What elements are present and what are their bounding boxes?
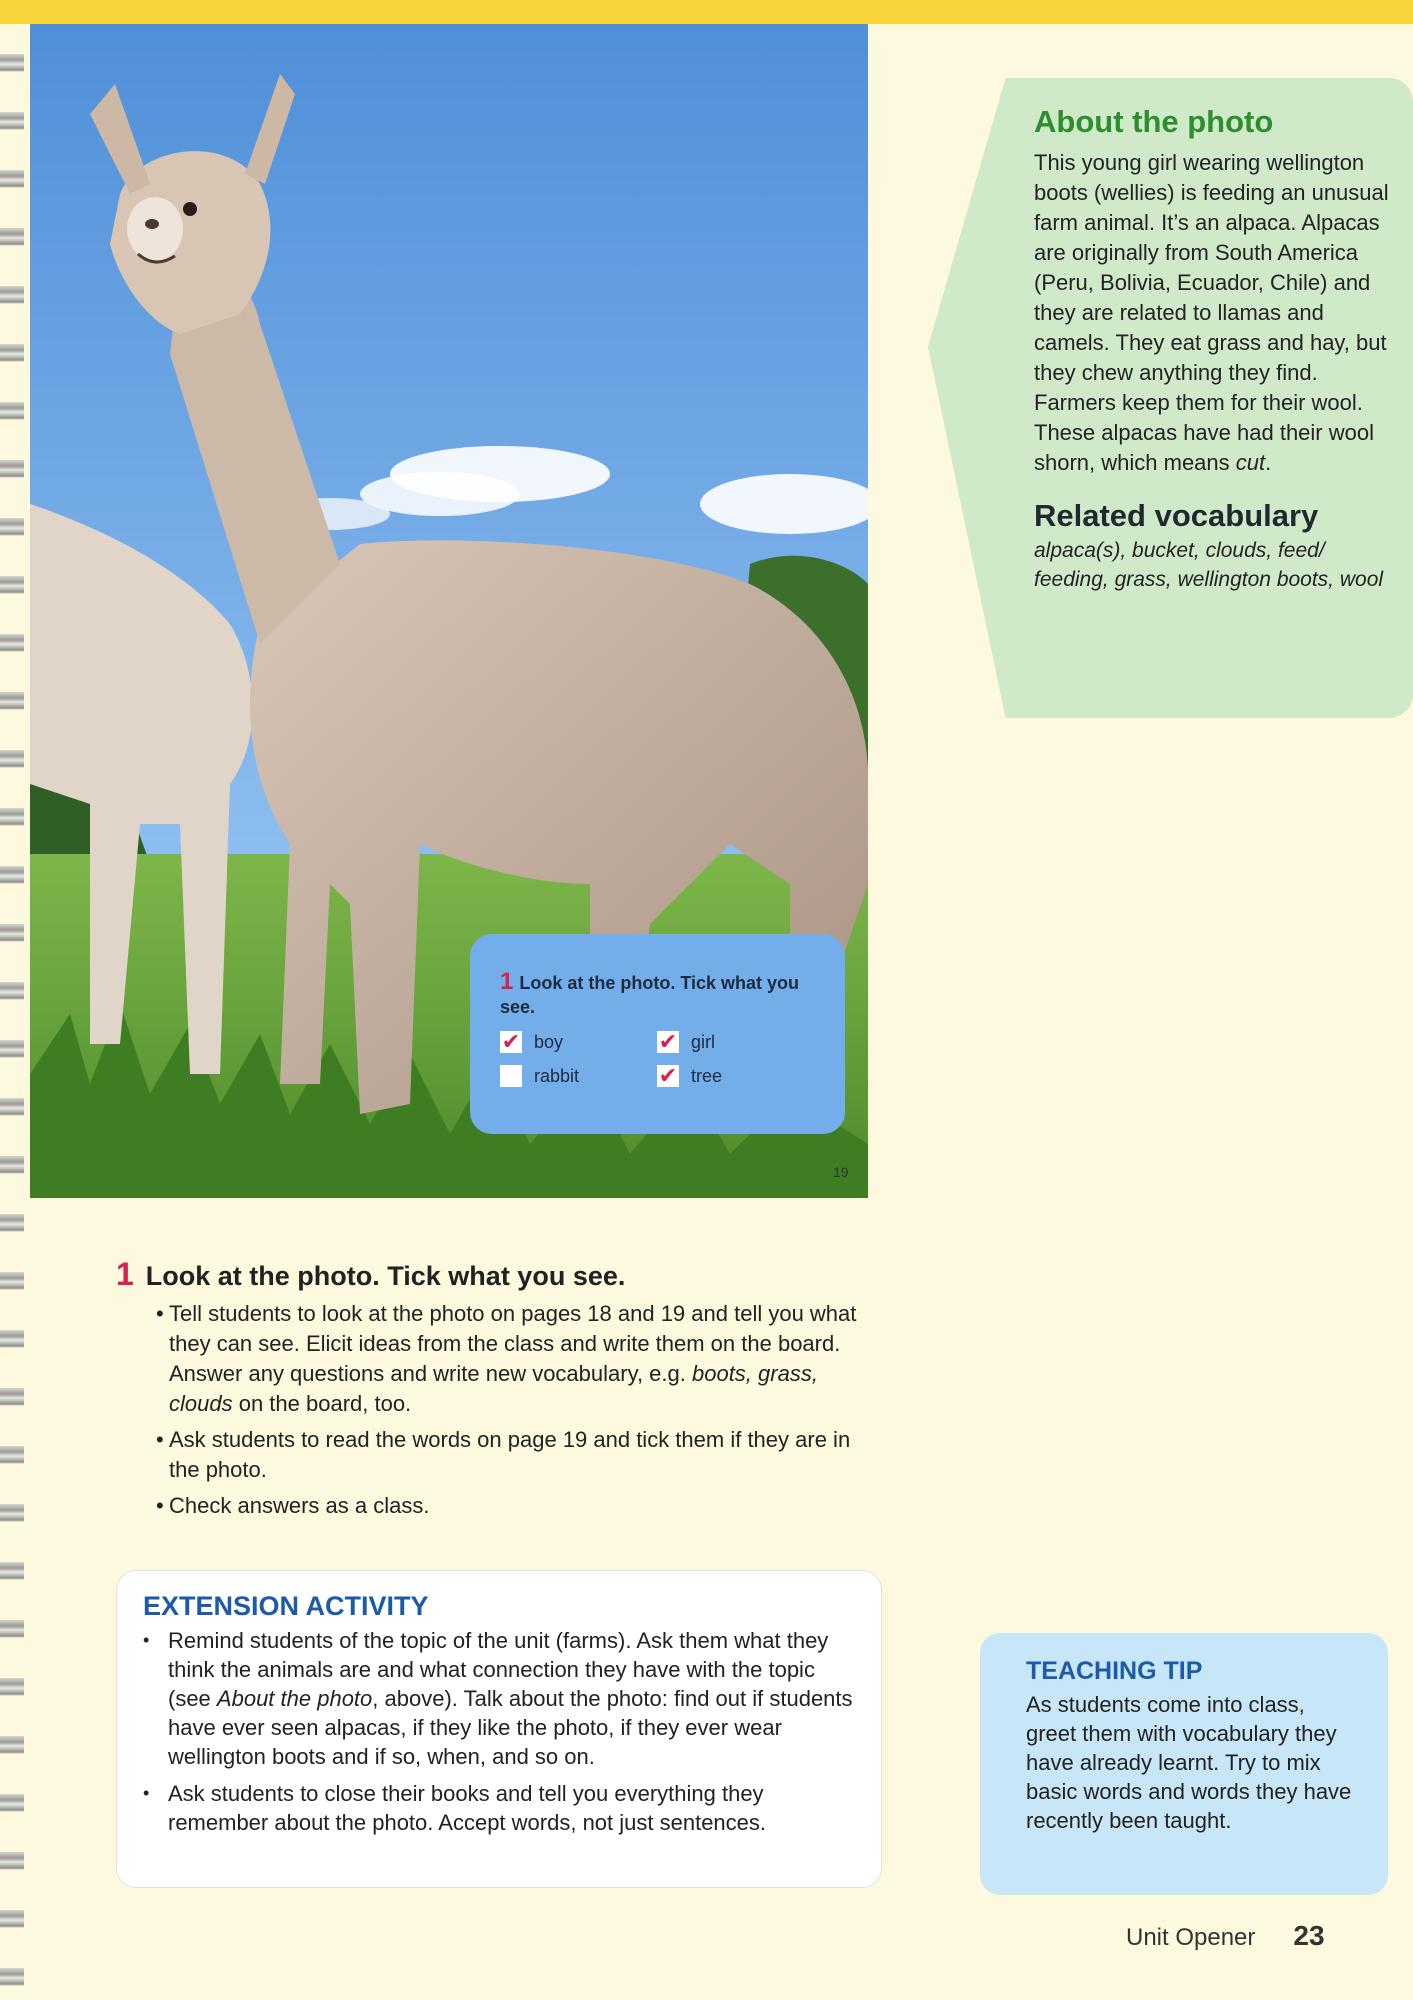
extension-step: • Ask students to close their books and tell you everything they remember about the photo. Accept words, not just sentences. <box>168 1779 853 1837</box>
extension-steps <box>143 1626 853 1837</box>
extension-activity-box <box>116 1570 882 1888</box>
activity-number: 1 <box>116 1256 134 1292</box>
page-number: 23 <box>1293 1920 1325 1951</box>
activity-title <box>116 1256 876 1293</box>
step-text-end: , above). Talk about the photo: find out if students have ever seen alpacas, if they like the photo, if they ever wear wellington boots and if so, when, and so on. <box>168 1686 853 1769</box>
checkbox-checked-icon[interactable]: ✔ <box>658 1029 678 1054</box>
activity-step: • Check answers as a class. <box>169 1491 876 1521</box>
step-text: Tell students to look at the photo on pages 18 and 19 and tell you what they can see. Elicit ideas from the class and write them on the board. Answer any questions and write new vocabulary, e.g. <box>169 1301 857 1386</box>
activity-section <box>116 1256 876 1527</box>
activity-step <box>169 1299 876 1419</box>
photo-task-question-text: Look at the photo. Tick what you see. <box>500 973 800 1017</box>
step-emphasis: boots, grass, clouds <box>169 1361 818 1416</box>
activity-step: • Ask students to read the words on page 19 and tick them if they are in the photo. <box>169 1425 876 1485</box>
alpaca-photo <box>30 24 868 1198</box>
teaching-tip-text: As students come into class, greet them with vocabulary they have already learnt. Try to mix basic words and words they have recently been taught. <box>1026 1692 1352 1833</box>
checkbox-empty-icon[interactable] <box>500 1065 522 1087</box>
activity-title-text: Look at the photo. Tick what you see. <box>145 1261 626 1291</box>
activity-steps <box>116 1299 876 1521</box>
about-photo-title: About the photo <box>1034 104 1274 139</box>
option-tree[interactable] <box>657 1065 807 1087</box>
page-footer <box>1126 1920 1325 1952</box>
step-text: Remind students of the topic of the unit (farms). Ask them what they think the animals are and what connection they have with the topic (see <box>168 1628 829 1711</box>
extension-activity-title: EXTENSION ACTIVITY <box>143 1591 429 1621</box>
photo-task-question <box>500 970 819 1019</box>
about-text-part: This young girl wearing wellington boots (wellies) is feeding an unusual farm animal. It’s an alpaca. Alpacas are originally from South America (Peru, Bolivia, Ecuador, Chile) and they are related to llamas and camels. They eat grass and hay, but they chew anything they find. Farmers keep them for their wool. These alpacas have had their wool shorn, which means <box>1034 150 1389 475</box>
option-label: boy <box>534 1031 564 1052</box>
about-text-emphasis: cut <box>1235 450 1266 475</box>
step-text-end: on the board, too. <box>232 1391 412 1416</box>
related-vocabulary-list: alpaca(s), bucket, clouds, feed/ feeding, grass, wellington boots, wool <box>1034 539 1384 591</box>
footer-section: Unit Opener <box>1126 1924 1256 1951</box>
student-page-number: 19 <box>833 1164 849 1180</box>
option-label: tree <box>691 1065 723 1086</box>
related-vocabulary-title: Related vocabulary <box>1034 498 1319 533</box>
checkbox-checked-icon[interactable]: ✔ <box>501 1029 521 1054</box>
photo-task-box <box>470 934 845 1134</box>
spiral-binding <box>0 24 24 2000</box>
top-color-bar <box>0 0 1413 24</box>
about-text-end: . <box>1265 450 1272 475</box>
about-photo-text <box>1034 148 1389 478</box>
photo-task-number: 1 <box>500 968 514 995</box>
option-label: girl <box>691 1031 716 1052</box>
option-rabbit[interactable] <box>500 1065 657 1087</box>
option-boy[interactable] <box>500 1031 657 1053</box>
checkbox-checked-icon[interactable]: ✔ <box>658 1063 678 1088</box>
photo-task-options <box>500 1031 819 1087</box>
teaching-tip-box <box>980 1633 1388 1895</box>
about-photo-content <box>1034 104 1389 594</box>
option-label: rabbit <box>534 1065 580 1086</box>
step-emphasis: About the photo <box>216 1686 373 1711</box>
option-girl[interactable] <box>657 1031 807 1053</box>
extension-step <box>168 1626 853 1771</box>
teaching-tip-title: TEACHING TIP <box>1026 1657 1203 1685</box>
